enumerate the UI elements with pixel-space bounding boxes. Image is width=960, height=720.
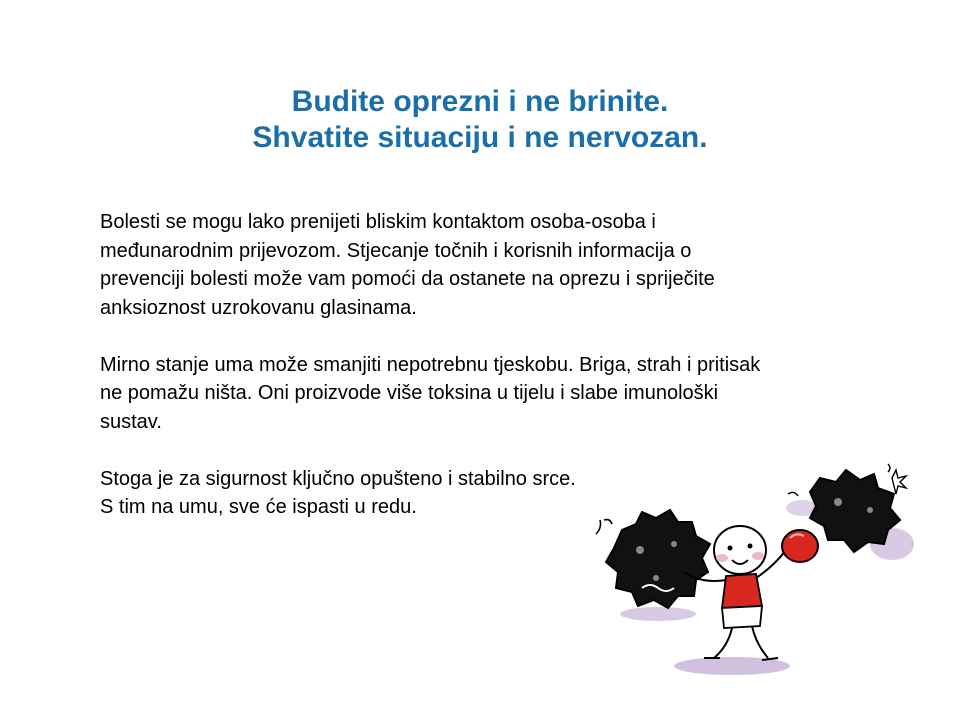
paragraph-1-line: Bolesti se mogu lako prenijeti bliskim kontaktom osoba-osoba i (100, 211, 656, 233)
paragraph-2 (100, 351, 910, 437)
paragraph-3-line: S tim na umu, sve će ispasti u redu. (100, 496, 417, 518)
paragraph-3-line: Stoga je za sigurnost ključno opušteno i stabilno srce. (100, 467, 576, 490)
boxer-fighting-germs-icon (592, 458, 922, 680)
paragraph-1-line: međunarodnim prijevozom. Stjecanje točnih i korisnih informacija o (100, 239, 692, 262)
paragraph-1-line: anksioznost uzrokovanu glasinama. (100, 296, 417, 319)
ground-shadow (674, 657, 790, 675)
paragraph-2-line: ne pomažu ništa. Oni proizvode više toksina u tijelu i slabe imunološki (100, 382, 719, 404)
paragraph-1 (100, 208, 910, 322)
paragraph-2-line: Mirno stanje uma može smanjiti nepotrebnu tjeskobu. Briga, strah i pritisak (100, 353, 761, 376)
germ-left-icon (596, 510, 710, 608)
title-line-1: Budite oprezni i ne brinite. (291, 85, 669, 118)
title-line-2: Shvatite situaciju i ne nervozan. (252, 121, 708, 154)
ground-shadow (620, 607, 696, 621)
slide-title (0, 84, 960, 156)
paragraph-2-line: sustav. (100, 410, 162, 433)
paragraph-1-line: prevenciji bolesti može vam pomoći da ostanete na oprezu i spriječite (100, 268, 715, 290)
